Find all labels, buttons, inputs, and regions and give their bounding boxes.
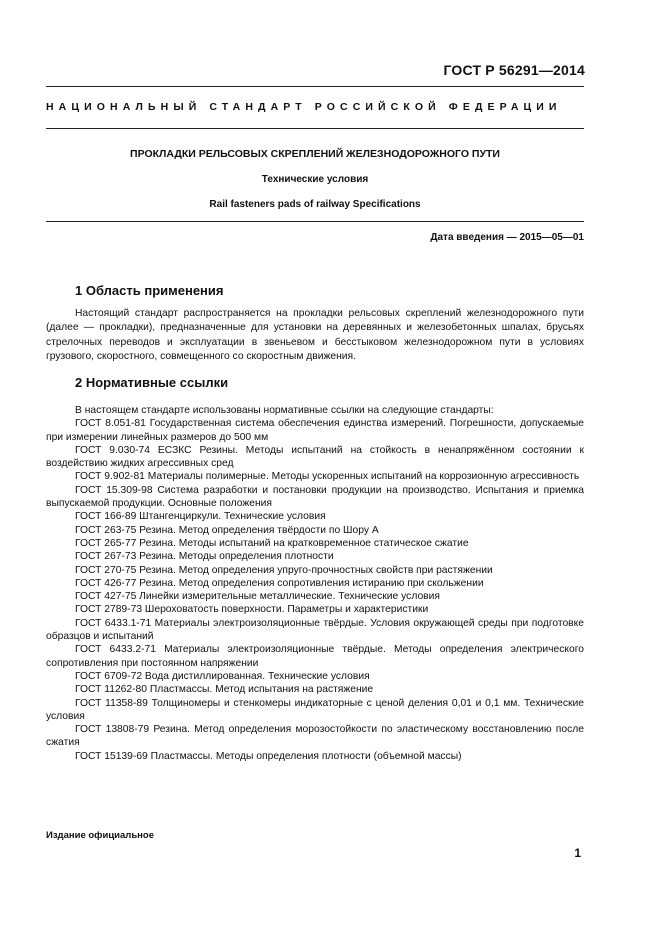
reference-item: ГОСТ 265-77 Резина. Методы испытаний на кратковременное статическое сжатие — [75, 537, 469, 549]
reference-item: ГОСТ 11262-80 Пластмассы. Метод испытания на растяжение — [75, 684, 374, 696]
references-intro: В настоящем стандарте использованы нормативные ссылки на следующие стандарты: — [75, 405, 494, 416]
section-2-heading: 2 Нормативные ссылки — [75, 375, 229, 390]
section-1-text: Настоящий стандарт распространяется на прокладки рельсовых скреплений железнодорожного пути (далее — прокладки), предназначенные для установки на деревянных и железобетонных шпалах, брусьях стрелочных переводов и эксплуатации в звеньевом и бесстыковом железнодорожном пути в условиях грузового, скоростного, совмещенного со скоростным движения. — [46, 308, 584, 362]
document-title: ПРОКЛАДКИ РЕЛЬСОВЫХ СКРЕПЛЕНИЙ ЖЕЛЕЗНОДОРОЖНОГО ПУТИ — [130, 148, 500, 160]
reference-item: ГОСТ 263-75 Резина. Метод определения твёрдости по Шору А — [75, 524, 379, 536]
reference-item: ГОСТ 8.051-81 Государственная система обеспечения единства измерений. Погрешности, допускаемые при измерении линейных размеров до 500 мм — [46, 418, 584, 443]
reference-item: ГОСТ 15.309-98 Система разработки и постановки продукции на производство. Испытания и приемка выпускаемой продукции. Основные положения — [46, 484, 584, 510]
title-divider — [46, 221, 584, 222]
reference-item: ГОСТ 11358-89 Толщиномеры и стенкомеры индикаторные с ценой деления 0,01 и 0,1 мм. Технические условия — [46, 697, 584, 722]
official-edition-label: Издание официальное — [46, 830, 154, 841]
reference-item: ГОСТ 9.030-74 ЕСЗКС Резины. Методы испытаний на стойкость в ненапряжённом состоянии к воздействию жидких агрессивных сред — [46, 444, 584, 470]
reference-item: ГОСТ 2789-73 Шероховатость поверхности. Параметры и характеристики — [75, 604, 429, 616]
normative-references — [46, 404, 584, 763]
document-code: ГОСТ Р 56291—2014 — [443, 62, 585, 78]
english-title: Rail fasteners pads of railway Specifications — [209, 199, 421, 210]
header-divider — [46, 86, 584, 87]
reference-item: ГОСТ 6709-72 Вода дистиллированная. Технические условия — [75, 670, 370, 682]
reference-item: ГОСТ 13808-79 Резина. Метод определения морозостойкости по эластическому восстановлению после сжатия — [46, 724, 584, 749]
reference-item: ГОСТ 15139-69 Пластмассы. Методы определения плотности (объемной массы) — [75, 750, 462, 762]
reference-item: ГОСТ 166-89 Штангенциркули. Технические условия — [75, 511, 326, 523]
national-standard-banner: НАЦИОНАЛЬНЫЙ СТАНДАРТ РОССИЙСКОЙ ФЕДЕРАЦИИ — [46, 101, 562, 113]
reference-item: ГОСТ 427-75 Линейки измерительные металлические. Технические условия — [75, 591, 440, 603]
reference-item: ГОСТ 6433.2-71 Материалы электроизоляционные твёрдые. Методы определения электрического сопротивления при постоянном напряжении — [46, 644, 584, 669]
reference-item: ГОСТ 6433.1-71 Материалы электроизоляционные твёрдые. Условия окружающей среды при подготовке образцов и испытаний — [46, 617, 584, 643]
banner-divider — [46, 128, 584, 129]
page-number: 1 — [574, 846, 581, 860]
section-1-heading: 1 Область применения — [75, 283, 224, 298]
introduction-date: Дата введения — 2015—05—01 — [430, 232, 584, 243]
reference-item: ГОСТ 270-75 Резина. Метод определения упруго-прочностных свойств при растяжении — [75, 564, 493, 576]
reference-item: ГОСТ 9.902-81 Материалы полимерные. Методы ускоренных испытаний на коррозионную агрессивность — [75, 471, 580, 483]
reference-item: ГОСТ 426-77 Резина. Метод определения сопротивления истиранию при скольжении — [75, 577, 484, 589]
document-subtitle: Технические условия — [261, 174, 369, 185]
reference-item: ГОСТ 267-73 Резина. Методы определения плотности — [75, 551, 334, 563]
